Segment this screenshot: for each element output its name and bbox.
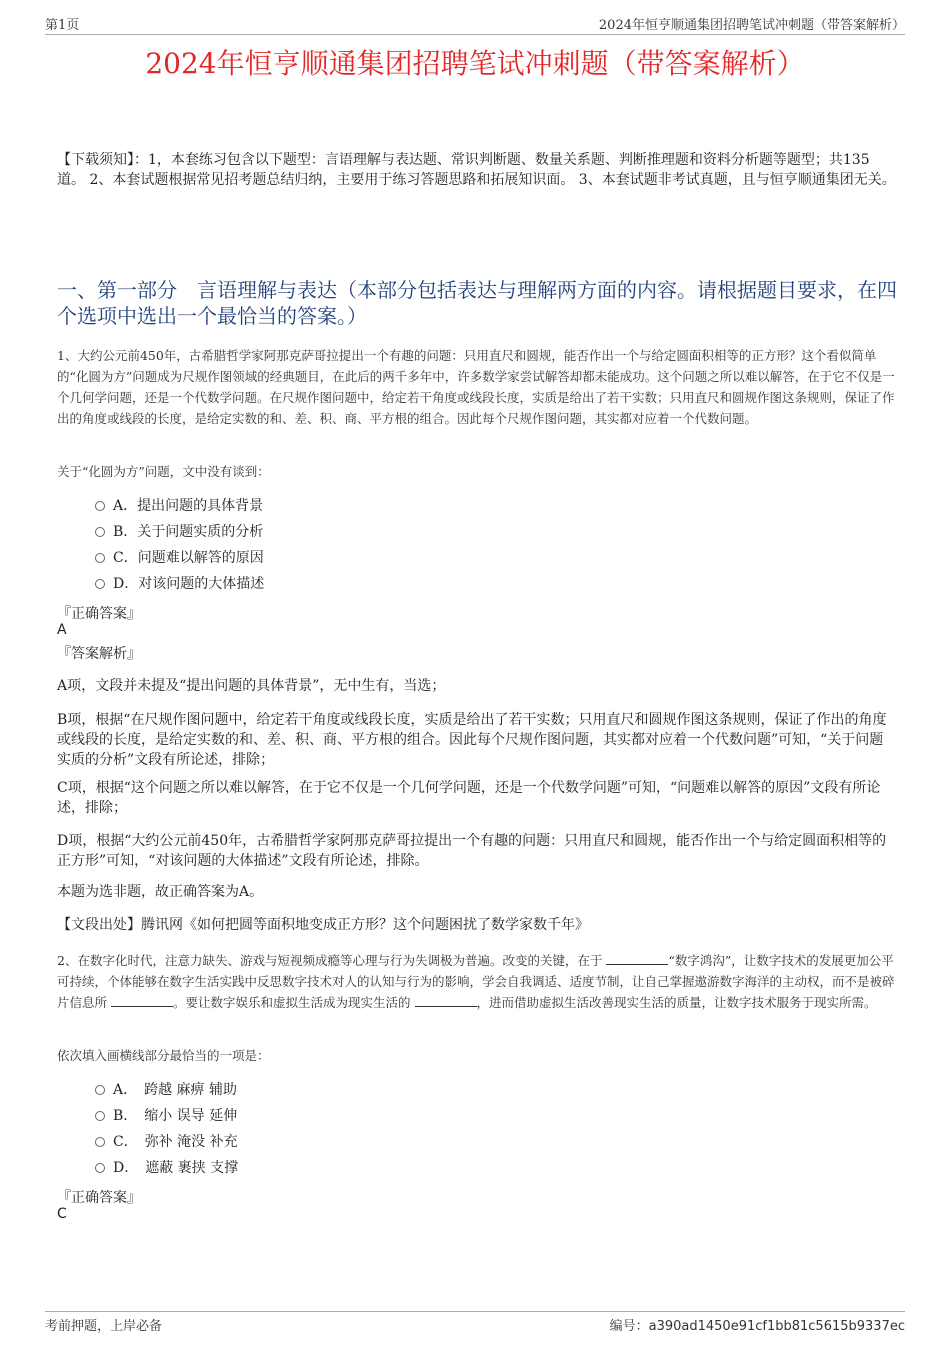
page-number: 第1页 (45, 18, 80, 33)
question-1-prompt: 关于“化圆为方”问题，文中没有谈到： (57, 464, 270, 479)
footer-slogan: 考前押题，上岸必备 (45, 1319, 163, 1334)
radio-icon[interactable] (95, 1163, 105, 1173)
question-1-text: 1、大约公元前450年，古希腊哲学家阿那克萨哥拉提出一个有趣的问题：只用直尺和圆规，能否作出一个与给定圆面积相等的正方形？这个看似简单的“化圆为方”问题成为尺规作图领域的经典题目，在此后的两千多年中，许多数学家尝试解答却都未能成功。这个问题之所以难以解答，在于它不仅是一个几何学问题，还是一个代数学问题。在尺规作图问题中，给定若干角度或线段长度，实质是给出了若干实数；只用直尺和圆规作图这条规则，保证了作出的角度或线段的长度，是给定实数的和、差、积、商、平方根的组合。因此每个尺规作图问题，其实都对应着一个代数问题。 (57, 348, 895, 426)
fill-blank-2 (111, 994, 173, 1007)
q2-option-d[interactable]: D． 遮蔽 裹挟 支撑 (95, 1158, 238, 1178)
fill-blank-3 (415, 994, 477, 1007)
radio-icon[interactable] (95, 1085, 105, 1095)
question-2-prompt: 依次填入画横线部分最恰当的一项是： (57, 1048, 270, 1063)
q1-analysis-b: B项，根据“在尺规作图问题中，给定若干角度或线段长度，实质是给出了若干实数；只用直尺和圆规作图这条规则，保证了作出的角度或线段的长度，是给定实数的和、差、积、商、平方根的组合。因此每个尺规作图问题，其实都对应着一个代数问题”可知，“关于问题实质的分析”文段有所论述，排除； (57, 712, 887, 768)
radio-icon[interactable] (95, 527, 105, 537)
page-header (45, 14, 905, 35)
question-2-text: 2、在数字化时代，注意力缺失、游戏与短视频成瘾等心理与行为失调极为普遍。改变的关键，在于 “数字鸿沟”，让数字技术的发展更加公平可持续，个体能够在数字生活实践中反思数字技术对人的认知与行为的影响，学会自我调适、适度节制，让自己掌握遨游数字海洋的主动权，而不是被碎片信息所 。要让数字娱乐和虚拟生活成为现实生活的 ，进而借助虚拟生活改善现实生活的质量，让数字技术服务于现实所需。 (57, 953, 895, 1010)
fill-blank-1 (606, 952, 668, 965)
section-heading: 一、第一部分 言语理解与表达（本部分包括表达与理解两方面的内容。请根据题目要求，在四个选项中选出一个最恰当的答案。） (57, 278, 897, 328)
q1-option-c[interactable]: C．问题难以解答的原因 (95, 548, 264, 568)
radio-icon[interactable] (95, 579, 105, 589)
header-doc-title: 2024年恒亨顺通集团招聘笔试冲刺题（带答案解析） (598, 18, 905, 33)
q1-analysis-d: D项，根据“大约公元前450年，古希腊哲学家阿那克萨哥拉提出一个有趣的问题：只用直尺和圆规，能否作出一个与给定圆面积相等的正方形”可知，“对该问题的大体描述”文段有所论述，排除。 (57, 833, 887, 869)
q1-answer-label: 『正确答案』 (57, 606, 141, 622)
q1-source: 【文段出处】腾讯网《如何把圆等面积地变成正方形？这个问题困扰了数学家数千年》 (57, 917, 589, 933)
page-footer (45, 1311, 905, 1334)
q1-option-b[interactable]: B．关于问题实质的分析 (95, 522, 263, 542)
q2-answer-label: 『正确答案』 (57, 1190, 141, 1206)
footer-code: 编号：a390ad1450e91cf1bb81c5615b9337ec (609, 1319, 905, 1334)
download-notice: 【下载须知】：1，本套练习包含以下题型：言语理解与表达题、常识判断题、数量关系题、判断推理题和资料分析题等题型；共135道。 2、本套试题根据常见招考题总结归纳，主要用于练习答题思路和拓展知识面。 3、本套试题非考试真题，且与恒亨顺通集团无关。 (57, 152, 896, 188)
q1-conclusion: 本题为选非题，故正确答案为A。 (57, 884, 264, 900)
q2-answer: C (57, 1206, 67, 1222)
q2-option-b[interactable]: B． 缩小 误导 延伸 (95, 1106, 237, 1126)
q1-option-a[interactable]: A．提出问题的具体背景 (95, 496, 263, 516)
q2-option-a[interactable]: A． 跨越 麻痹 辅助 (95, 1080, 237, 1100)
q1-analysis-c: C项，根据“这个问题之所以难以解答，在于它不仅是一个几何学问题，还是一个代数学问题”可知，“问题难以解答的原因”文段有所论述，排除； (57, 780, 881, 816)
q1-option-d[interactable]: D．对该问题的大体描述 (95, 574, 264, 594)
q1-answer: A (57, 622, 67, 638)
page-title: 2024年恒亨顺通集团招聘笔试冲刺题（带答案解析） (145, 47, 805, 80)
radio-icon[interactable] (95, 501, 105, 511)
radio-icon[interactable] (95, 1137, 105, 1147)
q1-analysis-a: A项，文段并未提及“提出问题的具体背景”，无中生有，当选； (57, 678, 446, 694)
radio-icon[interactable] (95, 553, 105, 563)
radio-icon[interactable] (95, 1111, 105, 1121)
q1-analysis-label: 『答案解析』 (57, 646, 141, 662)
q2-option-c[interactable]: C． 弥补 淹没 补充 (95, 1132, 238, 1152)
